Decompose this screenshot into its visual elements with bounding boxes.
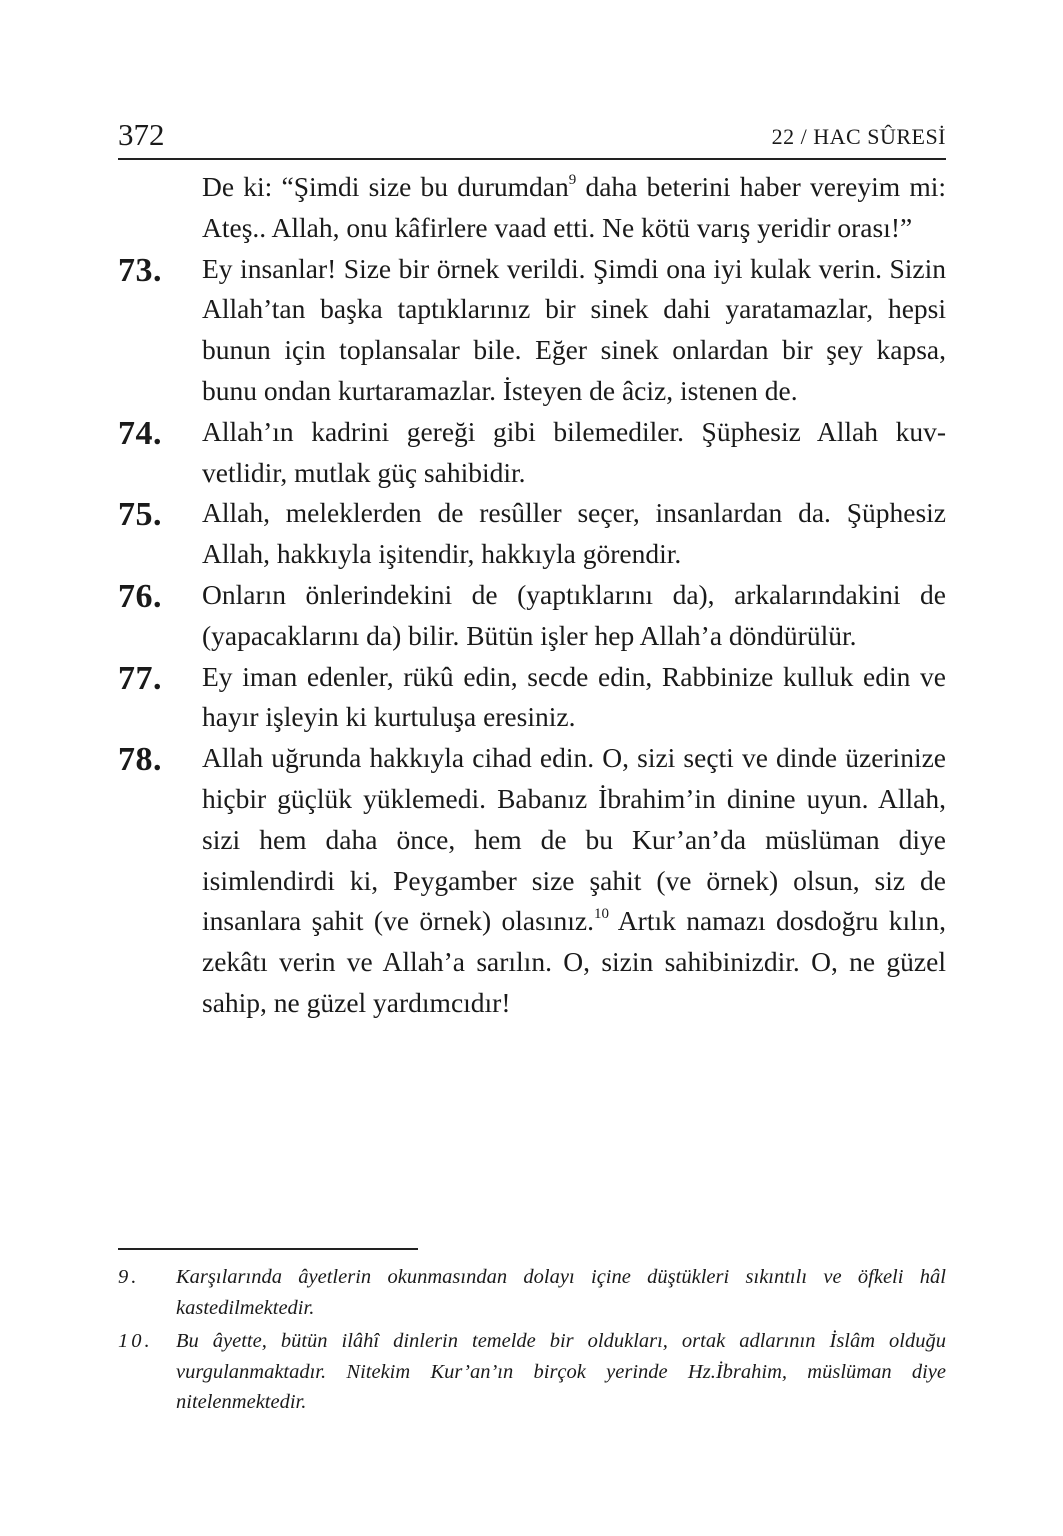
running-head: 22 / HAC SÛRESİ [771, 124, 946, 149]
verse-number: 77. [118, 659, 162, 697]
footnote-number: 10. [118, 1330, 153, 1352]
verse-text: Ey insanlar! Size bir örnek verildi. Şimdi ona iyi kulak verin. Sizin Allah’tan başka taptıklarınız bir sinek dahi yaratamazlar, hepsi bunun için toplansalar bile. Eğer sinek onlardan bir şey kapsa, bunu ondan kurtaramazlar. İsteyen de âciz, istenen de. [202, 252, 946, 406]
verse-73 [118, 249, 946, 412]
verse-list [118, 167, 946, 1024]
footnote-10 [118, 1326, 946, 1418]
verse-72-continuation [118, 167, 946, 249]
verse-75 [118, 493, 946, 575]
verse-number: 78. [118, 741, 162, 779]
page-header [118, 116, 946, 160]
verse-text: De ki: “Şimdi size bu durumdan [202, 171, 569, 202]
verse-text: Allah’ın kadrini gereği gibi bilemediler. Şüphesiz Allah kuvvetlidir, mutlak güç sahibidir. [202, 415, 946, 488]
footnote-ref: 9 [568, 171, 577, 188]
verse-text-after: Artık namazı dosdoğru kılın, zekâtı verin ve Allah’a sarılın. O, sizin sahibinizdir. O, ne güzel sahip, ne güzel yardımcıdır! [202, 905, 946, 1018]
footnote-text: Karşılarında âyetlerin okunmasından dolayı içine düştükleri sıkıntılı ve öfkeli hâl kastedilmektedir. [176, 1266, 946, 1319]
footnote-number: 9. [118, 1266, 140, 1288]
page-number: 372 [118, 117, 165, 152]
verse-number: 73. [118, 251, 162, 289]
verse-number: 75. [118, 496, 162, 534]
verse-text: Ey iman edenler, rükû edin, secde edin, Rabbinize kulluk edin ve hayır işleyin ki kurtuluşa eresiniz. [202, 660, 946, 733]
verse-74 [118, 412, 946, 494]
footnote-ref: 10 [593, 906, 609, 923]
footnote-divider [118, 1248, 418, 1250]
footnote-text: Bu âyette, bütün ilâhî dinlerin temelde bir oldukları, ortak adlarının İslâm olduğu vurgulanmaktadır. Nitekim Kur’an’ın birçok yerinde Hz.İbrahim, müslüman diye nitelenmektedir. [176, 1330, 946, 1413]
verse-77 [118, 657, 946, 739]
verse-text-after: daha beterini haber vereyim mi: Ateş.. Allah, onu kâfirlere vaad etti. Ne kötü varış yeridir orası!” [202, 171, 946, 243]
verse-78 [118, 738, 946, 1024]
footnote-9 [118, 1262, 946, 1323]
verse-76 [118, 575, 946, 657]
footnotes [118, 1262, 946, 1421]
verse-number: 74. [118, 414, 162, 452]
verse-text: Allah uğrunda hakkıyla cihad edin. O, sizi seçti ve dinde üzerinize hiçbir güçlük yüklemedi. Babanız İbrahim’in dinine uyun. Allah, sizi hem daha önce, hem de bu Kur’an’da müslüman diye isimlendirdi ki, Peygamber size şahit (ve örnek) olsun, siz de insanlara şahit (ve örnek) olasınız. [202, 742, 946, 937]
verse-text: Onların önlerindekini de (yaptıklarını da), arkalarındakini de (yapacaklarını da) bilir. Bütün işler hep Allah’a döndürülür. [202, 578, 946, 651]
verse-number: 76. [118, 577, 162, 615]
verse-text: Allah, meleklerden de resûller seçer, insanlardan da. Şüphesiz Allah, hakkıyla işitendir, hakkıyla görendir. [202, 497, 946, 570]
